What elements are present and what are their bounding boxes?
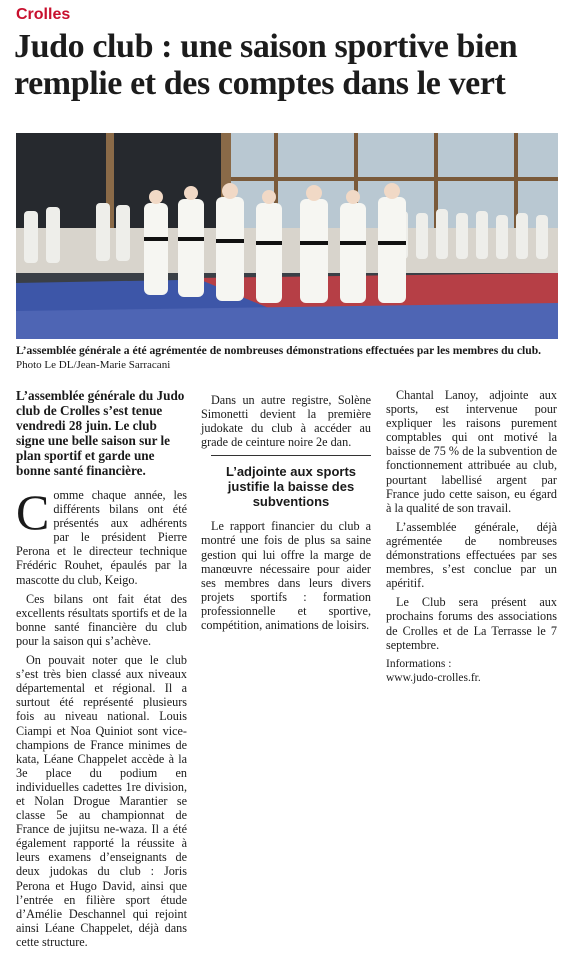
article-column-2 xyxy=(201,388,371,637)
article-subheading: L’adjointe aux sports justifie la baisse des subventions xyxy=(211,455,371,509)
info-label: Informations : xyxy=(386,657,452,670)
article-headline: Judo club : une saison sportive bien remplie et des comptes dans le vert xyxy=(14,28,518,102)
article-column-1 xyxy=(16,388,187,954)
judo-group-photo-icon xyxy=(16,133,558,339)
article-paragraph: Chantal Lanoy, adjointe aux sports, est intervenue pour expliquer les raisons purement comptables qui ont motivé la baisse de 75 % de la subvention de fonctionnement attribuée au club, pourtant labellisé argent par France judo cette saison, eu égard à la qualité de son travail. xyxy=(386,388,557,515)
article-paragraph: Ces bilans ont fait état des excellents résultats sportifs et de la bonne santé financière du club pour la saison qui s’achève. xyxy=(16,591,187,648)
article-paragraph: Le rapport financier du club a montré une fois de plus sa saine gestion qui lui offre la marge de manœuvre nécessaire pour aider ses membres dans leurs divers projets sportifs : formation professionnelle et sportive, compétition, animations de loisirs. xyxy=(201,519,371,633)
website-link[interactable]: www.judo-crolles.fr. xyxy=(386,671,481,684)
article-column-3 xyxy=(386,388,557,690)
article-photo xyxy=(16,133,558,339)
article-paragraph: L’assemblée générale, déjà agrémentée de nombreuses démonstrations effectuées par ses membres, s’est conclue par un apéritif. xyxy=(386,519,557,591)
article-paragraph: Dans un autre registre, Solène Simonetti devient la première judokate du club à accéder au grade de ceinture noire 2e dan. xyxy=(201,393,371,450)
drop-cap: C xyxy=(16,484,50,540)
caption-text: L’assemblée générale a été agrémentée de nombreuses démonstrations effectuées par les membres du club. xyxy=(16,344,542,357)
article-paragraph: Comme chaque année, les différents bilans ont été présentés aux adhérents par le président Pierre Perona et le directeur technique Frédéric Rouhet, épaulés par la mascotte du club, Keigo. xyxy=(16,484,187,587)
photo-caption xyxy=(16,344,556,372)
info-block xyxy=(386,657,557,685)
section-kicker: Crolles xyxy=(16,6,71,23)
article-paragraph: On pouvait noter que le club s’est très bien classé aux niveaux départemental et régional. Il a surtout été représenté plusieurs fois au niveau national. Louis Ciampi et Noa Quiniot sont vice-champions de France minimes de kata, Léane Chappelet accède à la 3e place du podium en individuelles cadettes 1re division, et Nolan Drogue Marantier se classe 5e au championnat de France de jujitsu ne-waza. Il a été également rapporté la réussite à leurs examens d’enseignants de deux judokas du club : Joris Perona et Hugo David, ainsi que l’entrée en filière sport étude d’Amélie Deschannel qui rejoint ainsi Léane Chappelet, déjà dans cette structure. xyxy=(16,653,187,949)
photo-credit: Photo Le DL/Jean-Marie Sarracani xyxy=(16,359,171,371)
article-paragraph: Le Club sera présent aux prochains forums des associations de Crolles et de La Terrasse le 7 septembre. xyxy=(386,595,557,652)
article-lead: L’assemblée générale du Judo club de Crolles s’est tenue vendredi 28 juin. Le club signe une belle saison sur le plan sportif et garde une bonne santé financière. xyxy=(16,388,185,478)
